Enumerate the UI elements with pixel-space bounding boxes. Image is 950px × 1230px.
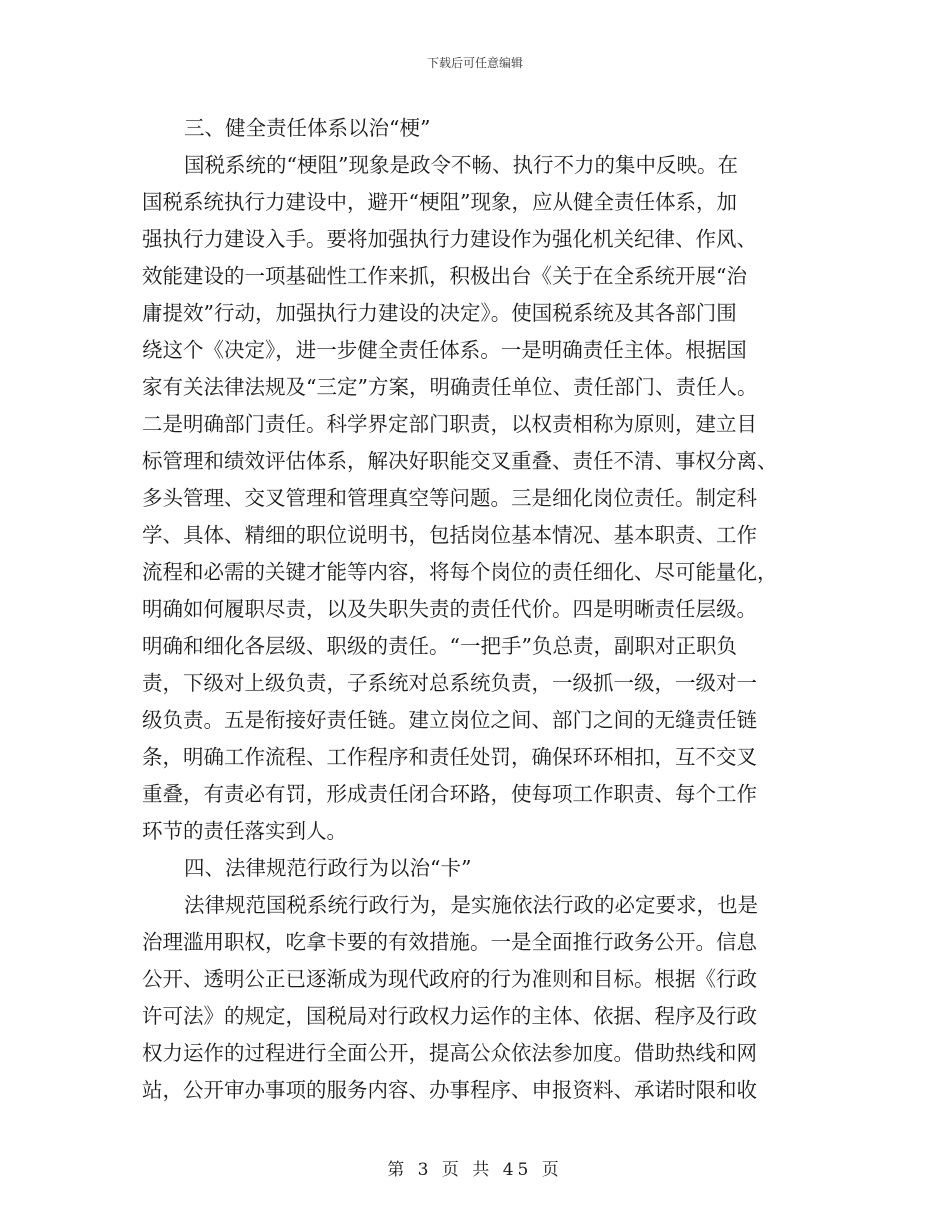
paragraph-line: 重叠，有责必有罚，形成责任闭合环路，使每项工作职责、每个工作: [142, 782, 757, 806]
paragraph-line: 许可法》的规定，国税局对行政权力运作的主体、依据、程序及行政: [142, 1004, 757, 1028]
paragraph-line: 标管理和绩效评估体系，解决好职能交叉重叠、责任不清、事权分离、: [142, 449, 778, 473]
paragraph-line: 公开、透明公正已逐渐成为现代政府的行为准则和目标。根据《行政: [142, 967, 757, 991]
paragraph-line: 效能建设的一项基础性工作来抓，积极出台《关于在全系统开展“治: [142, 264, 747, 288]
paragraph-line: 学、具体、精细的职位说明书，包括岗位基本情况、基本职责、工作: [142, 523, 757, 547]
page-header: 下载后可任意编辑: [426, 56, 523, 70]
paragraph-line: 家有关法律法规及“三定”方案，明确责任单位、责任部门、责任人。: [142, 375, 758, 399]
paragraph-line: 级负责。五是衔接好责任链。建立岗位之间、部门之间的无缝责任链: [142, 708, 757, 732]
paragraph-line: 法律规范国税系统行政行为，是实施依法行政的必定要求，也是: [184, 893, 758, 917]
paragraph-line: 流程和必需的关键才能等内容，将每个岗位的责任细化、尽可能量化，: [142, 560, 778, 584]
page-footer: 第 3 页 共 45 页: [387, 1160, 563, 1180]
paragraph-line: 二是明确部门责任。科学界定部门职责，以权责相称为原则，建立目: [142, 412, 757, 436]
section-heading: 三、健全责任体系以治“梗”: [184, 116, 431, 140]
paragraph-line: 站，公开审办事项的服务内容、办事程序、申报资料、承诺时限和收: [142, 1078, 757, 1102]
paragraph-line: 强执行力建设入手。要将加强执行力建设作为强化机关纪律、作风、: [142, 227, 757, 251]
document-body: [142, 110, 802, 1109]
paragraph-line: 明确和细化各层级、职级的责任。“一把手”负总责，副职对正职负: [142, 634, 737, 658]
paragraph-line: 庸提效”行动，加强执行力建设的决定》。使国税系统及其各部门围: [142, 301, 737, 325]
paragraph-line: 多头管理、交叉管理和管理真空等问题。三是细化岗位责任。制定科: [142, 486, 757, 510]
paragraph-line: 责，下级对上级负责，子系统对总系统负责，一级抓一级，一级对一: [142, 671, 757, 695]
paragraph-line: 条，明确工作流程、工作程序和责任处罚，确保环环相扣，互不交叉: [142, 745, 757, 769]
paragraph-line: 国税系统执行力建设中，避开“梗阻”现象，应从健全责任体系，加: [142, 190, 737, 214]
paragraph-line: 治理滥用职权，吃拿卡要的有效措施。一是全面推行政务公开。信息: [142, 930, 757, 954]
paragraph-line: 明确如何履职尽责，以及失职失责的责任代价。四是明晰责任层级。: [142, 597, 757, 621]
paragraph-line: 绕这个《决定》，进一步健全责任体系。一是明确责任主体。根据国: [142, 338, 747, 362]
paragraph-line: 国税系统的“梗阻”现象是政令不畅、执行不力的集中反映。在: [184, 153, 738, 177]
section-heading: 四、法律规范行政行为以治“卡”: [184, 856, 472, 880]
paragraph-line: 环节的责任落实到人。: [142, 819, 347, 843]
paragraph-line: 权力运作的过程进行全面公开，提高公众依法参加度。借助热线和网: [142, 1041, 757, 1065]
